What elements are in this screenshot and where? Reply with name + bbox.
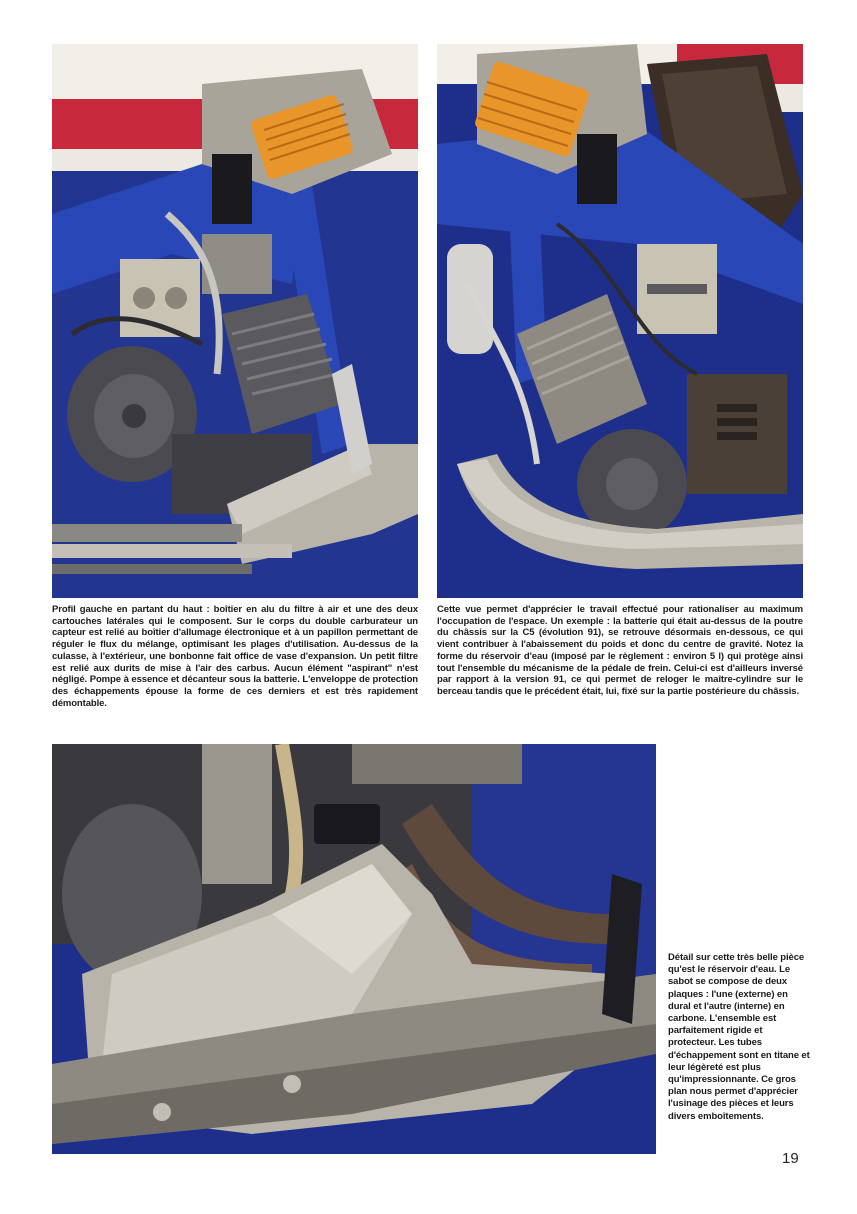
page-number: 19 [782,1150,799,1167]
photo-engine-left-profile [52,44,418,598]
photo-engine-right-profile [437,44,803,598]
caption-reservoir-detail: Détail sur cette très belle pièce qu'est le réservoir d'eau. Le sabot se compose de deux plaques : l'une (externe) en dural et l'autre (interne) en carbone. L'ensemble est parfaitement rigide et protecteur. Les tubes d'échappement sont en titane et leur légèreté est plus qu'impressionnante. Ce gros plan nous permet d'apprécier l'usinage des pièces et leurs divers emboîtements. [668,952,810,1122]
photo-reservoir-illustration [52,744,656,1154]
caption-left-profile: Profil gauche en partant du haut : boîtier en alu du filtre à air et une des deux cartouches latérales qui le composent. Sur le corps du double carburateur un capteur est relié au boîtier d'allumage électronique et à un papillon permettant de réguler le flux du mélange, optimisant les plages d'utilisation. Au-dessus de la culasse, à l'extérieur, une bonbonne fait office de vase d'expansion. Un petit filtre est relié aux durits de mise à l'air des carbus. Aucun élément "aspirant" n'est négligé. Pompe à essence et décanteur sous la batterie. L'enveloppe de protection des échappements épouse la forme de ces derniers et est très rapidement démontable. [52,604,418,709]
photo-engine-left-illustration [52,44,418,598]
photo-water-reservoir-detail [52,744,656,1154]
photo-engine-right-illustration [437,44,803,598]
caption-right-profile: Cette vue permet d'apprécier le travail effectué pour rationaliser au maximum l'occupation de l'espace. Un exemple : la batterie qui était au-dessus de la poutre du châssis sur la C5 (évolution 91), se retrouve désormais en-dessous, ce qui vient contribuer à l'abaissement du poids et donc du centre de gravité. Notez la forme du réservoir d'eau (imposé par le règlement : environ 5 l) qui protège ainsi tout l'ensemble du mécanisme de la pédale de frein. Celui-ci est d'ailleurs inversé par rapport à la version 91, ce qui permet de reloger le maître-cylindre sur le berceau tandis que le précédent était, lui, fixé sur la partie postérieure du châssis. [437,604,803,697]
